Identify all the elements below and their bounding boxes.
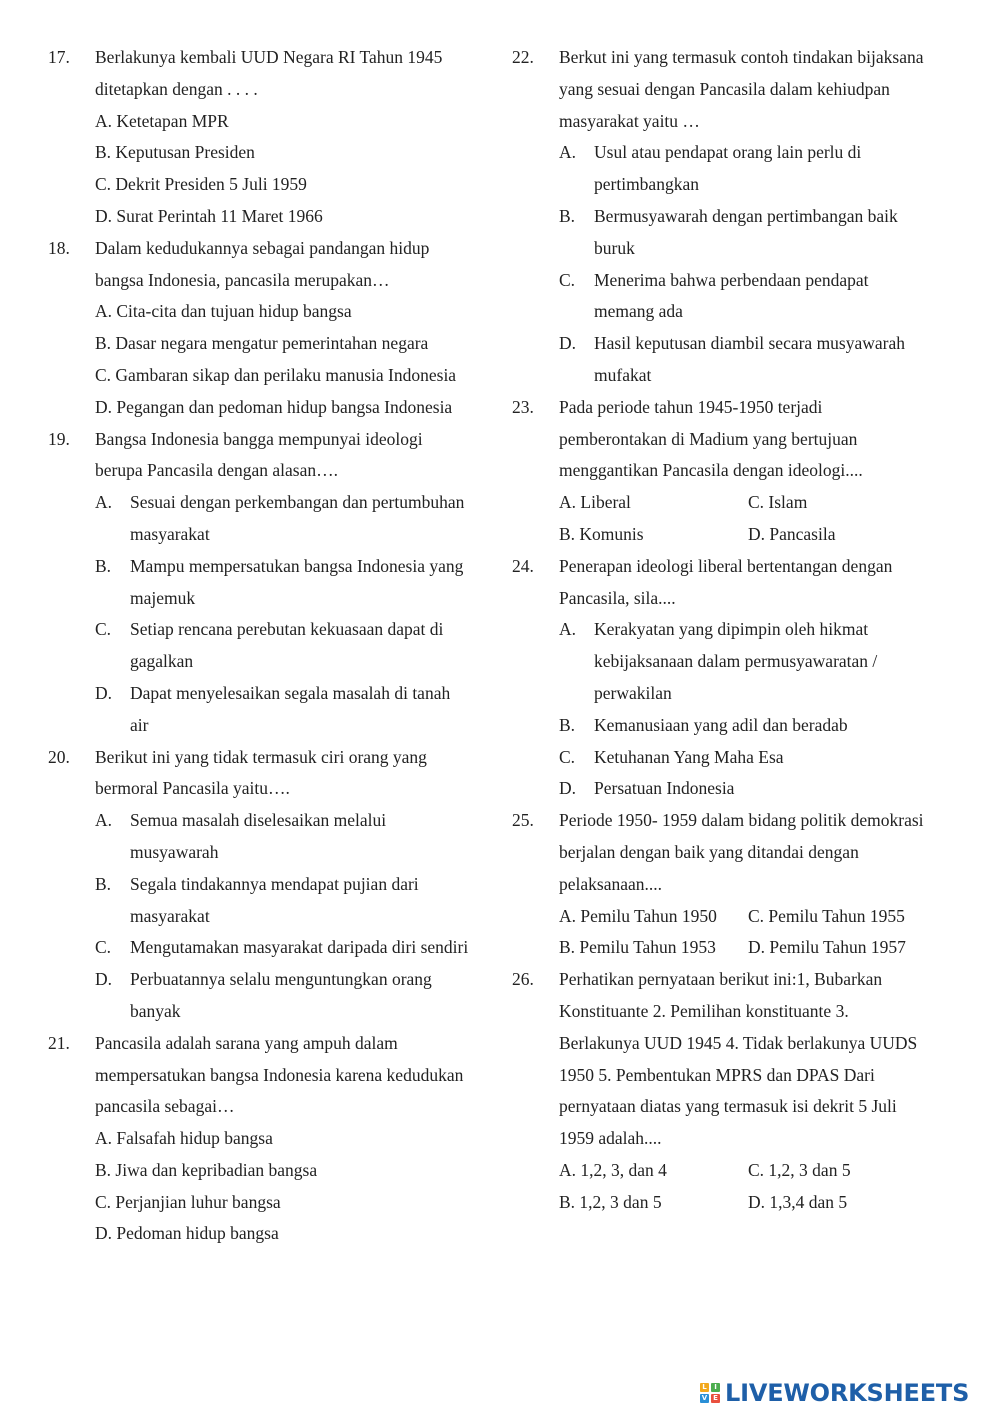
option-text-line: Setiap rencana perebutan kekuasaan dapat di: [130, 619, 444, 640]
option-text-line: air: [130, 714, 149, 735]
options-grid: [559, 487, 957, 551]
option-letter: D.: [95, 682, 113, 703]
option-letter: C.: [559, 746, 576, 767]
logo-tile-e: E: [711, 1394, 720, 1403]
option-letter: D.: [559, 333, 577, 354]
option-text-line: pertimbangkan: [594, 174, 699, 195]
option-a[interactable]: A. Liberal: [559, 492, 631, 513]
option-text-line: Segala tindakannya mendapat pujian dari: [130, 873, 419, 894]
option-letter: B.: [559, 714, 576, 735]
question-stem-line: Berikut ini yang tidak termasuk ciri orang yang: [95, 746, 427, 767]
option-a[interactable]: [95, 805, 494, 869]
logo-tile-v: V: [701, 1394, 708, 1402]
question-stem-line: Pada periode tahun 1945-1950 terjadi: [559, 396, 823, 417]
question-25: [512, 805, 957, 964]
option-b[interactable]: [95, 869, 494, 933]
option-d[interactable]: D. Pancasila: [748, 523, 836, 544]
option-text-line: Mengutamakan masyarakat daripada diri sendiri: [130, 937, 469, 958]
option-letter: A.: [559, 142, 577, 163]
logo-text: LIVEWORKSHEETS: [725, 1379, 970, 1407]
option-c[interactable]: [95, 932, 494, 964]
option-text-line: banyak: [130, 1000, 181, 1021]
option-d[interactable]: [559, 328, 957, 392]
option-text-line: Bermusyawarah dengan pertimbangan baik: [594, 205, 898, 226]
option-text-line: Kerakyatan yang dipimpin oleh hikmat: [594, 619, 869, 640]
question-17: [48, 42, 494, 233]
option-d[interactable]: [95, 964, 494, 1028]
question-number: 24.: [512, 555, 534, 576]
option-d[interactable]: D. Pemilu Tahun 1957: [748, 937, 906, 958]
question-stem-line: 1959 adalah....: [559, 1128, 662, 1149]
question-20: [48, 742, 494, 1028]
option-c[interactable]: C. Gambaran sikap dan perilaku manusia Indonesia: [95, 364, 457, 385]
question-stem-line: mempersatukan bangsa Indonesia karena kedudukan: [95, 1064, 464, 1085]
option-c[interactable]: [95, 614, 494, 678]
option-a[interactable]: [559, 614, 957, 709]
option-letter: B.: [559, 205, 576, 226]
question-23: [512, 392, 957, 551]
option-d[interactable]: [559, 773, 957, 805]
question-number: 20.: [48, 746, 70, 767]
option-a[interactable]: A. Ketetapan MPR: [95, 110, 229, 131]
option-text-line: Hasil keputusan diambil secara musyawarah: [594, 333, 906, 354]
liveworksheets-logo[interactable]: [700, 1377, 969, 1409]
option-text-line: perwakilan: [594, 682, 672, 703]
option-text-line: majemuk: [130, 587, 196, 608]
option-text-line: masyarakat: [130, 523, 210, 544]
logo-mark-icon: [700, 1383, 720, 1403]
question-stem-line: berupa Pancasila dengan alasan….: [95, 460, 338, 481]
logo-tile-i: I: [711, 1383, 720, 1392]
logo-tile-l: L: [700, 1383, 709, 1392]
question-stem-line: Konstituante 2. Pemilihan konstituante 3.: [559, 1000, 849, 1021]
option-b[interactable]: B. Pemilu Tahun 1953: [559, 937, 716, 958]
option-text-line: Persatuan Indonesia: [594, 778, 735, 799]
option-text-line: kebijaksanaan dalam permusyawaratan /: [594, 651, 878, 672]
option-text-line: memang ada: [594, 301, 683, 322]
question-stem-line: Pancasila adalah sarana yang ampuh dalam: [95, 1032, 398, 1053]
question-24: [512, 551, 957, 805]
option-text-line: Menerima bahwa perbendaan pendapat: [594, 269, 869, 290]
question-stem-line: Berlakunya kembali UUD Negara RI Tahun 1945: [95, 47, 443, 67]
option-a[interactable]: [559, 137, 957, 201]
option-text-line: Kemanusiaan yang adil dan beradab: [594, 714, 848, 735]
option-c[interactable]: C. Pemilu Tahun 1955: [748, 905, 905, 926]
option-text-line: musyawarah: [130, 841, 219, 862]
question-number: 19.: [48, 428, 70, 449]
question-number: 18.: [48, 237, 70, 258]
option-c[interactable]: [559, 265, 957, 329]
option-c[interactable]: [559, 742, 957, 774]
question-18: [48, 233, 494, 424]
question-number: 23.: [512, 396, 534, 417]
question-stem-line: pancasila sebagai…: [95, 1096, 235, 1117]
question-22: [512, 42, 957, 392]
question-stem-line: pelaksanaan....: [559, 873, 663, 894]
option-c[interactable]: C. Perjanjian luhur bangsa: [95, 1191, 281, 1212]
option-b[interactable]: B. Komunis: [559, 523, 644, 544]
question-stem-line: bermoral Pancasila yaitu….: [95, 778, 290, 799]
option-text-line: Perbuatannya selalu menguntungkan orang: [130, 969, 432, 990]
question-stem-line: Pancasila, sila....: [559, 587, 676, 608]
option-letter: D.: [559, 778, 577, 799]
option-a[interactable]: A. Cita-cita dan tujuan hidup bangsa: [95, 301, 352, 322]
option-a[interactable]: A. Pemilu Tahun 1950: [559, 905, 717, 926]
option-letter: B.: [95, 555, 112, 576]
option-text-line: masyarakat: [130, 905, 210, 926]
option-d[interactable]: D. Surat Perintah 11 Maret 1966: [95, 205, 323, 226]
option-text-line: gagalkan: [130, 651, 194, 672]
option-d[interactable]: D. 1,3,4 dan 5: [748, 1191, 848, 1212]
question-stem-line: Bangsa Indonesia bangga mempunyai ideologi: [95, 428, 423, 449]
question-stem-line: Berkut ini yang termasuk contoh tindakan bijaksana: [559, 47, 924, 67]
options-grid: [559, 1155, 957, 1219]
option-a[interactable]: [95, 487, 494, 551]
option-letter: C.: [95, 619, 112, 640]
option-text-line: Usul atau pendapat orang lain perlu di: [594, 142, 862, 163]
question-stem-line: pernyataan diatas yang termasuk isi dekrit 5 Juli: [559, 1096, 897, 1117]
question-stem-line: masyarakat yaitu …: [559, 110, 700, 131]
option-letter: C.: [95, 937, 112, 958]
option-b[interactable]: B. Dasar negara mengatur pemerintahan negara: [95, 333, 429, 354]
question-stem-line: bangsa Indonesia, pancasila merupakan…: [95, 269, 390, 290]
option-letter: B.: [95, 873, 112, 894]
question-21: [48, 1028, 494, 1251]
option-c[interactable]: C. Islam: [748, 492, 808, 513]
option-text-line: Mampu mempersatukan bangsa Indonesia yang: [130, 555, 464, 576]
option-a[interactable]: A. 1,2, 3, dan 4: [559, 1159, 667, 1180]
question-stem-line: menggantikan Pancasila dengan ideologi....: [559, 460, 863, 481]
option-letter: A.: [95, 492, 113, 513]
question-stem-line: Dalam kedudukannya sebagai pandangan hidup: [95, 237, 430, 258]
option-text-line: mufakat: [594, 364, 652, 385]
question-stem-line: Periode 1950- 1959 dalam bidang politik demokrasi: [559, 810, 924, 831]
question-number: 21.: [48, 1032, 70, 1053]
question-stem-line: Penerapan ideologi liberal bertentangan dengan: [559, 555, 893, 576]
option-letter: A.: [95, 810, 113, 831]
option-b[interactable]: [559, 201, 957, 265]
options-grid: [559, 901, 957, 965]
question-stem-line: Berlakunya UUD 1945 4. Tidak berlakunya UUDS: [559, 1032, 918, 1053]
question-stem-line: 1950 5. Pembentukan MPRS dan DPAS Dari: [559, 1064, 875, 1085]
option-c[interactable]: C. Dekrit Presiden 5 Juli 1959: [95, 174, 307, 195]
question-stem-line: berjalan dengan baik yang ditandai dengan: [559, 841, 859, 862]
option-d[interactable]: D. Pegangan dan pedoman hidup bangsa Indonesia: [95, 396, 453, 417]
option-b[interactable]: B. 1,2, 3 dan 5: [559, 1191, 662, 1212]
option-letter: A.: [559, 619, 577, 640]
question-stem-line: ditetapkan dengan . . . .: [95, 78, 258, 99]
question-stem-line: Perhatikan pernyataan berikut ini:1, Bubarkan: [559, 969, 883, 990]
option-b[interactable]: B. Keputusan Presiden: [95, 142, 255, 163]
option-b[interactable]: B. Jiwa dan kepribadian bangsa: [95, 1159, 318, 1180]
option-letter: D.: [95, 969, 113, 990]
option-b[interactable]: [95, 551, 494, 615]
option-c[interactable]: C. 1,2, 3 dan 5: [748, 1159, 851, 1180]
option-letter: C.: [559, 269, 576, 290]
question-stem-line: pemberontakan di Madium yang bertujuan: [559, 428, 858, 449]
option-b[interactable]: [559, 710, 957, 742]
option-text-line: Semua masalah diselesaikan melalui: [130, 810, 387, 831]
question-number: 17.: [48, 47, 70, 67]
option-text-line: Dapat menyelesaikan segala masalah di tanah: [130, 682, 451, 703]
option-text-line: Ketuhanan Yang Maha Esa: [594, 746, 784, 767]
option-a[interactable]: A. Falsafah hidup bangsa: [95, 1128, 273, 1149]
question-26: [512, 964, 957, 1218]
question-number: 26.: [512, 969, 534, 990]
option-text-line: Sesuai dengan perkembangan dan pertumbuhan: [130, 492, 465, 513]
question-stem-line: yang sesuai dengan Pancasila dalam kehiudpan: [559, 78, 890, 99]
question-number: 25.: [512, 810, 534, 831]
option-text-line: buruk: [594, 237, 635, 258]
question-19: [48, 424, 494, 742]
question-number: 22.: [512, 47, 534, 67]
right-column: [512, 42, 957, 1218]
option-d[interactable]: [95, 678, 494, 742]
option-d[interactable]: D. Pedoman hidup bangsa: [95, 1223, 279, 1244]
left-column: [48, 42, 494, 1250]
